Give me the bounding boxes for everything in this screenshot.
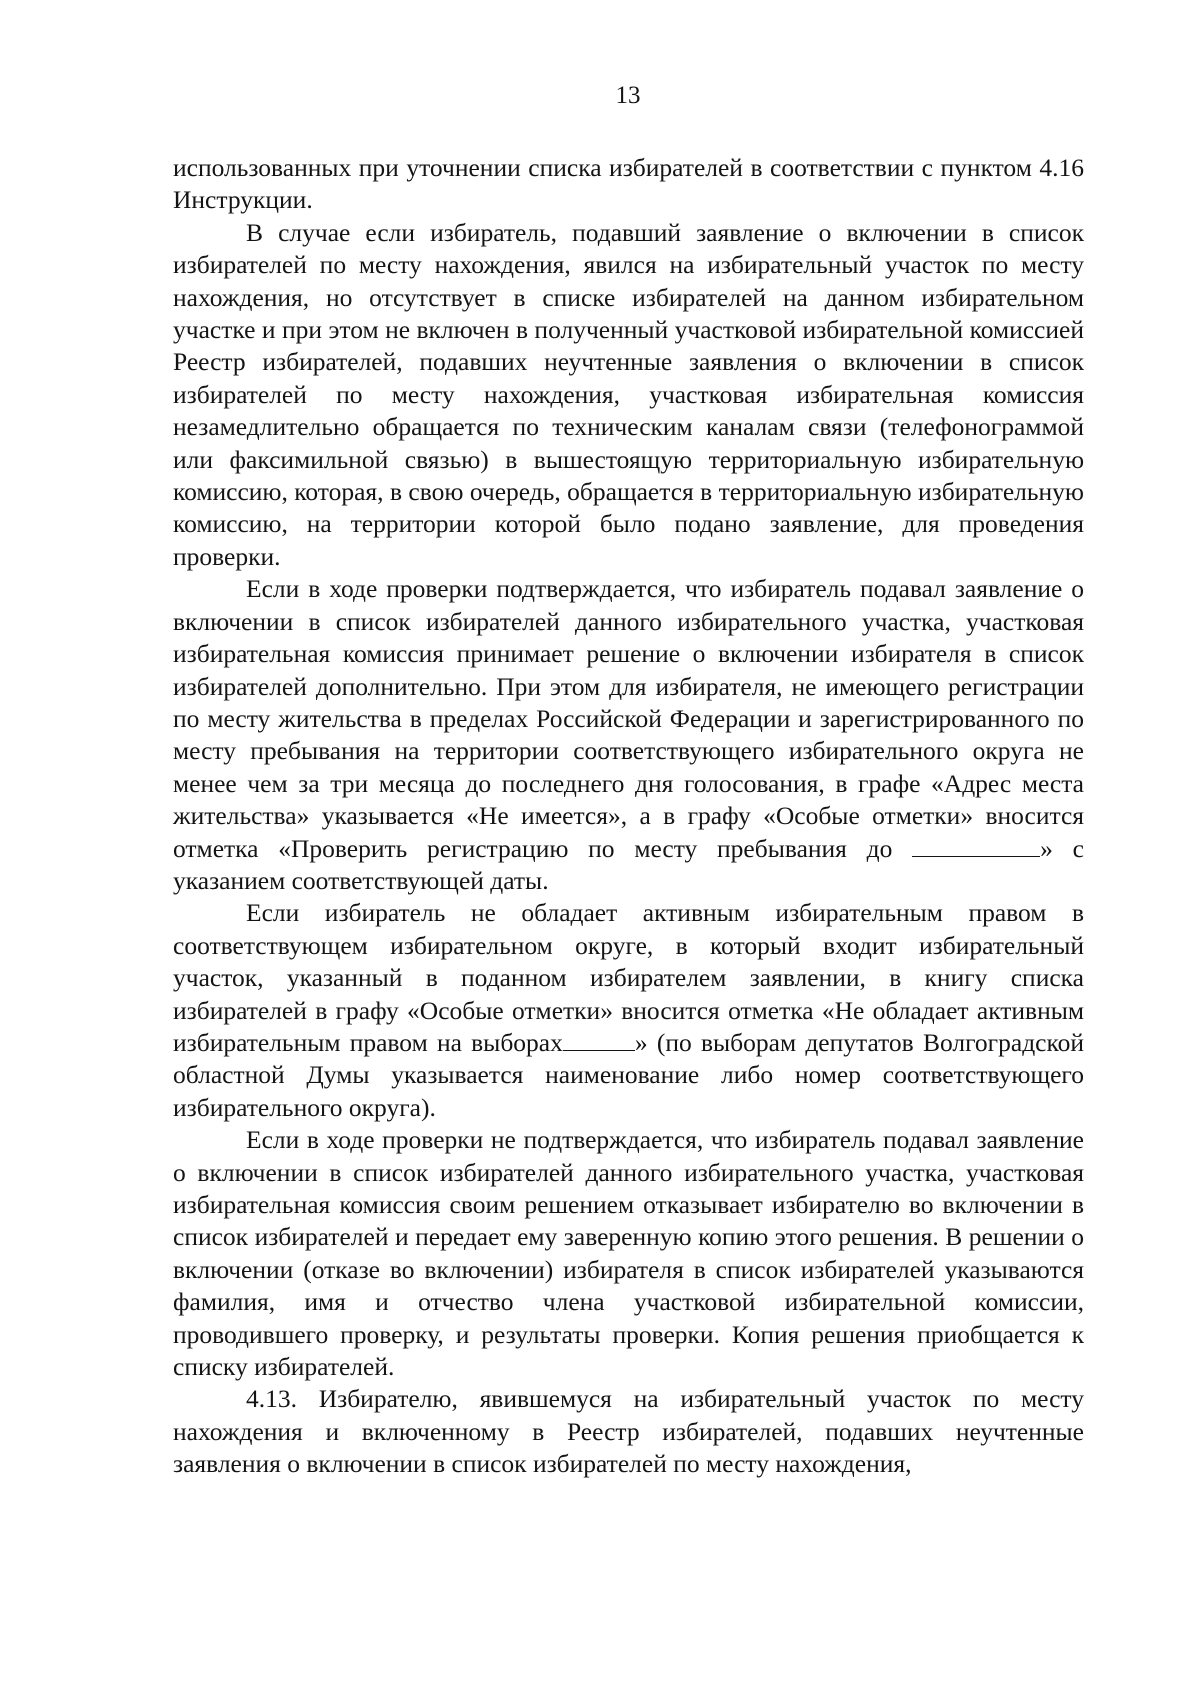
- document-body: [173, 152, 1084, 1481]
- paragraph-check-confirmed-text: Если в ходе проверки подтверждается, что избиратель подавал заявление о включении в список избирателей данного избирательного участка, участковая избирательная комиссия принимает решение о включении избирателя в список избирателей дополнительно. При этом для избирателя, не имеющего регистрации по месту жительства в пределах Российской Федерации и зарегистрированного по месту пребывания на территории соответствующего избирательного округа не менее чем за три месяца до последнего дня голосования, в графе «Адрес места жительства» указывается «Не имеется», а в графу «Особые отметки» вносится отметка «Проверить регистрацию по месту пребывания до: [173, 574, 1084, 863]
- paragraph-check-confirmed-ending: » с указанием соответствующей даты.: [173, 833, 1084, 895]
- paragraph-section-4-13: 4.13. Избирателю, явившемуся на избирательный участок по месту нахождения и включенному в Реестр избирателей, подавших неучтенные заявления о включении в список избирателей по месту нахождения,: [173, 1384, 1084, 1479]
- paragraph-voter-absent-check: В случае если избиратель, подавший заявление о включении в список избирателей по месту нахождения, явился на избирательный участок по месту нахождения, но отсутствует в списке избирателей на данном избирательном участке и при этом не включен в полученный участковой избирательной комиссией Реестр избирателей, подавших неучтенные заявления о включении в список избирателей по месту нахождения, участковая избирательная комиссия незамедлительно обращается по техническим каналам связи (телефонограммой или факсимильной связью) в вышестоящую территориальную избирательную комиссию, которая, в свою очередь, обращается в территориальную избирательную комиссию, на территории которой было подано заявление, для проведения проверки.: [173, 217, 1084, 571]
- paragraph-no-active-suffrage-ending: » (по выборам депутатов Волгоградской областной Думы указывается наименование либо номер соответствующего избирательного округа).: [173, 1027, 1084, 1122]
- paragraph-check-not-confirmed: Если в ходе проверки не подтверждается, что избиратель подавал заявление о включении в список избирателей данного избирательного участка, участковая избирательная комиссия своим решением отказывает избирателю во включении в список избирателей и передает ему заверенную копию этого решения. В решении о включении (отказе во включении) избирателя в список избирателей указываются фамилия, имя и отчество члена участковой избирательной комиссии, проводившего проверку, и результаты проверки. Копия решения приобщается к списку избирателей.: [173, 1125, 1084, 1382]
- elections-blank-line: [563, 1028, 635, 1051]
- paragraph-no-active-suffrage: [173, 897, 1084, 1124]
- paragraph-check-confirmed: [173, 573, 1084, 897]
- date-blank-line: [912, 834, 1040, 857]
- paragraph-continuation: использованных при уточнении списка избирателей в соответствии с пунктом 4.16 Инструкции.: [173, 153, 1084, 215]
- page-number: 13: [615, 82, 641, 109]
- paragraph-no-active-suffrage-text: Если избиратель не обладает активным избирательным правом в соответствующем избирательном округе, в который входит избирательный участок, указанный в поданном избирателем заявлении, в книгу списка избирателей в графу «Особые отметки» вносится отметка «Не обладает активным избирательным правом на выборах: [173, 898, 1084, 1057]
